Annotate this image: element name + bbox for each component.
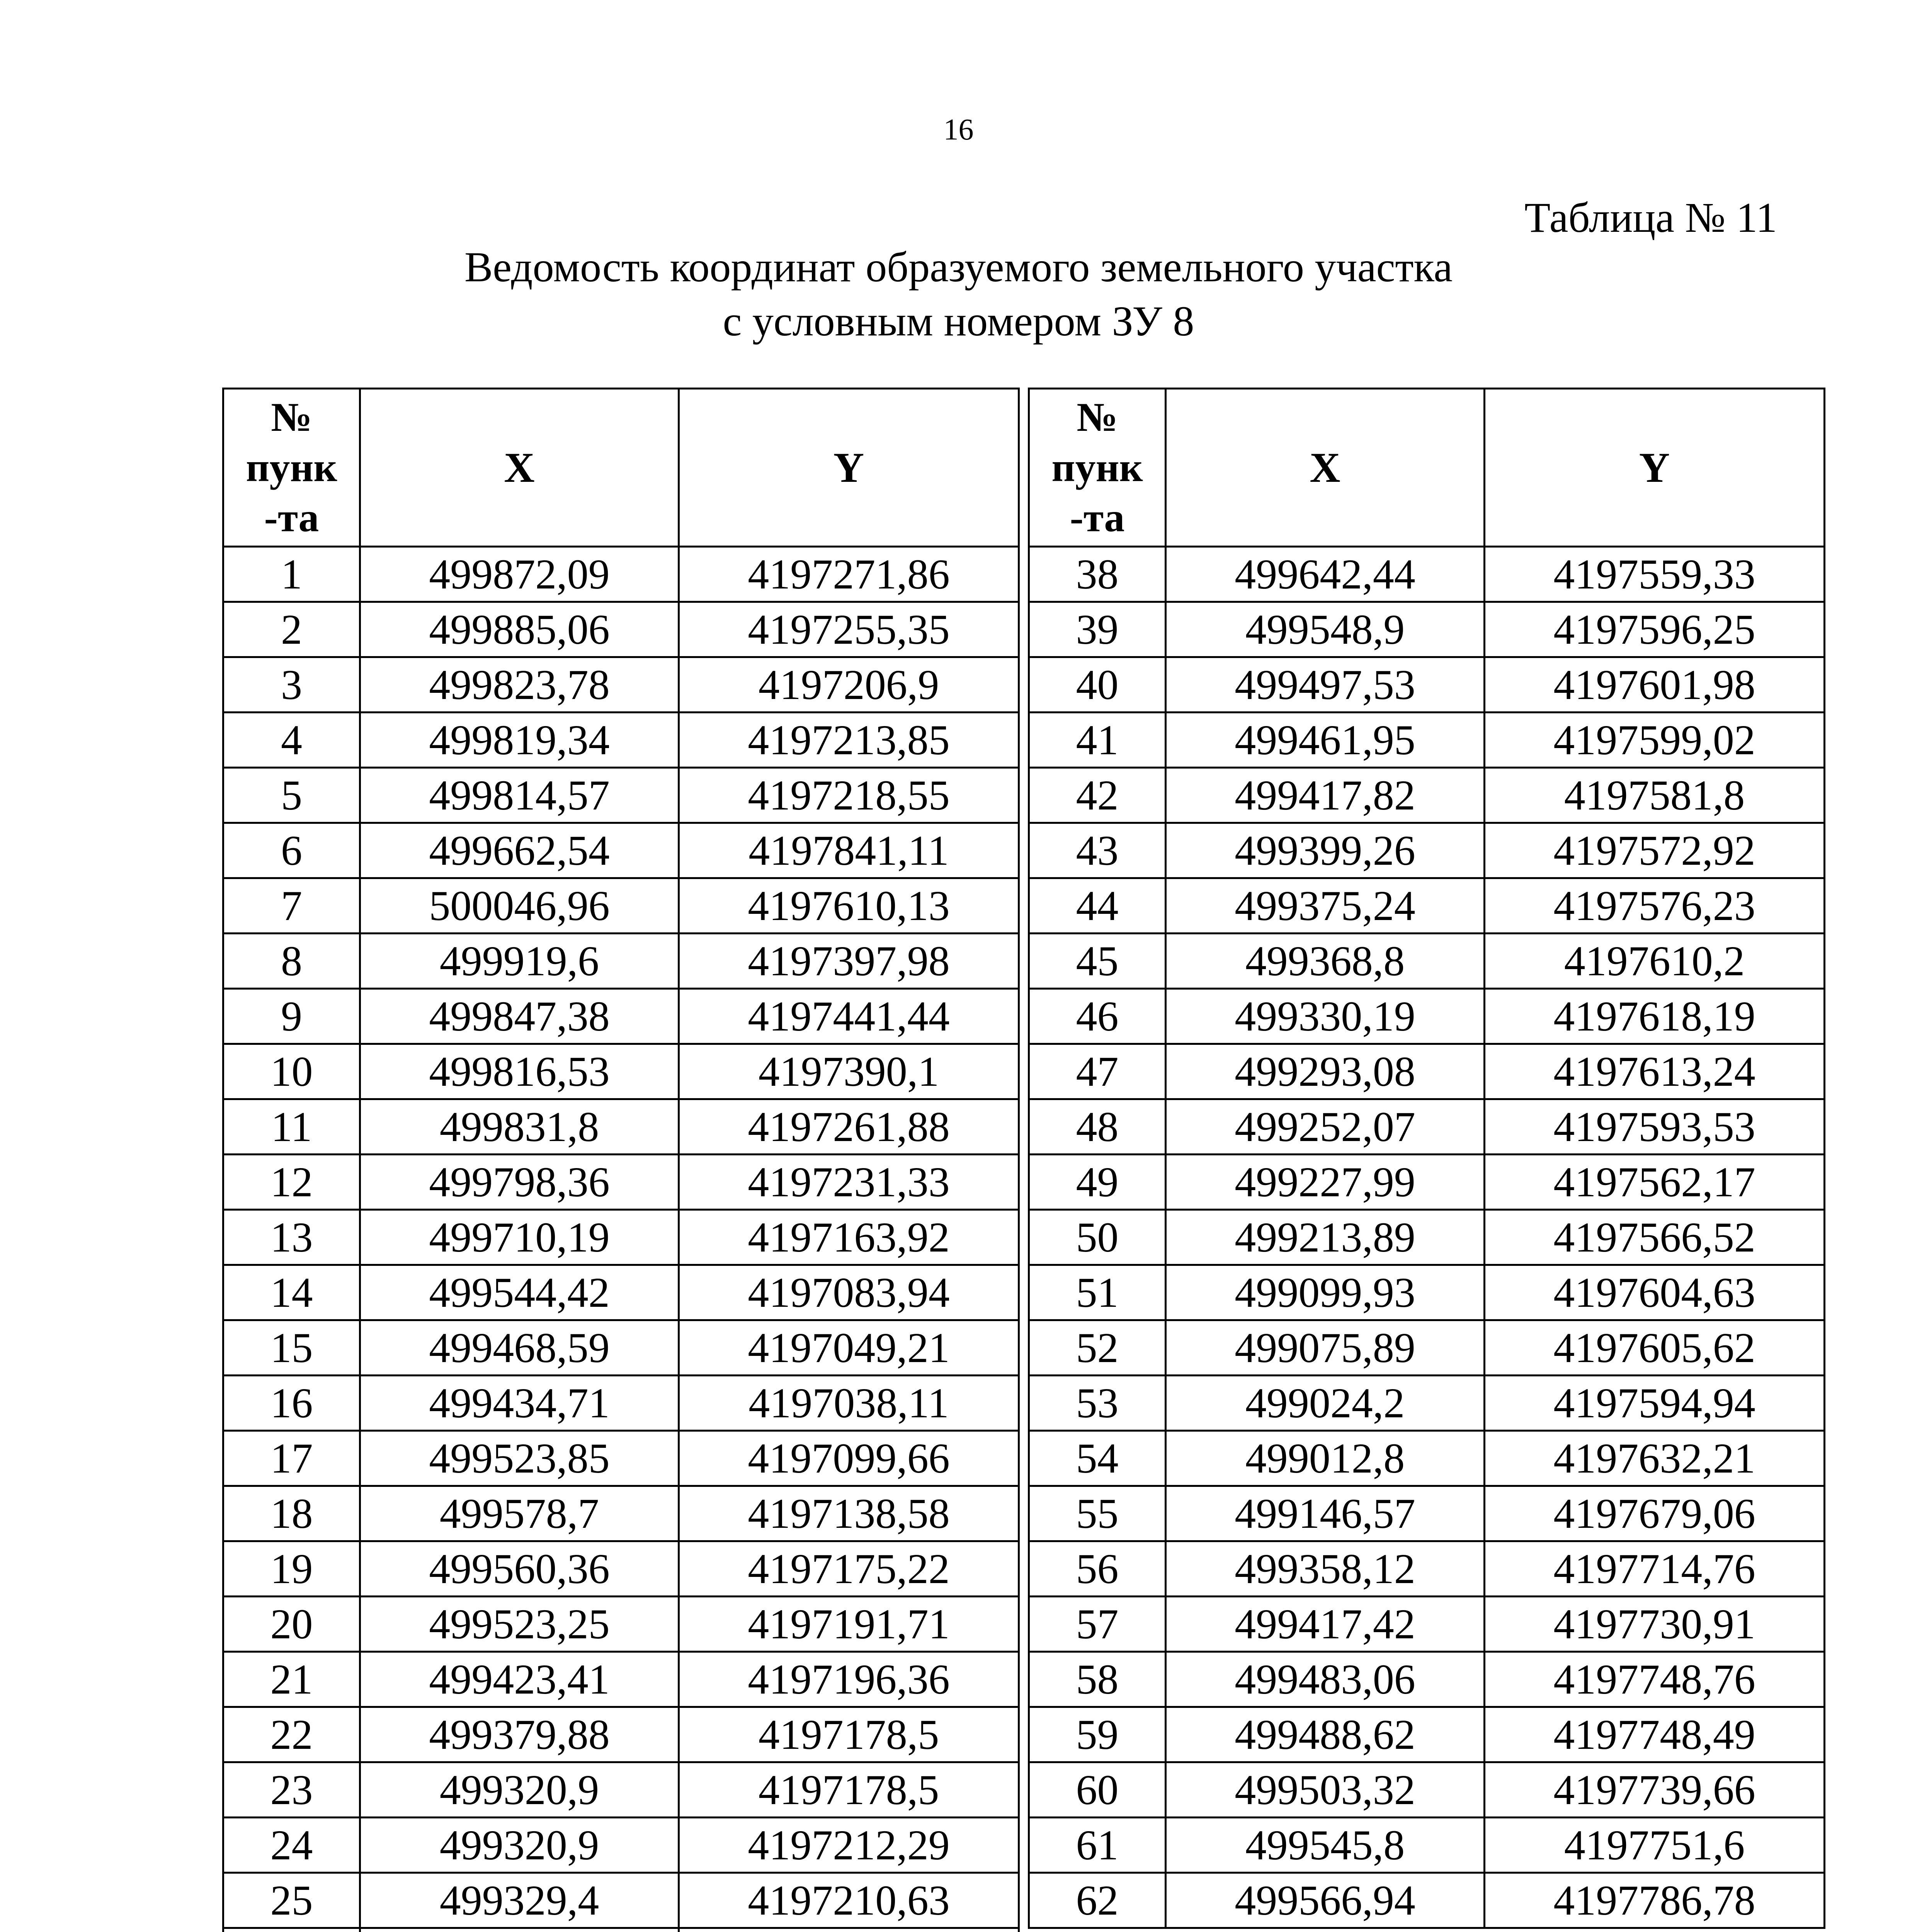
x-coordinate-cell: 499642,44 [1166,547,1485,602]
x-coordinate-cell: 499227,99 [1166,1155,1485,1210]
y-coordinate-cell: 4197038,11 [679,1376,1019,1431]
y-coordinate-cell: 4197397,98 [679,934,1019,989]
x-coordinate-cell: 499461,95 [1166,713,1485,768]
table-caption: Таблица № 11 [1524,194,1777,241]
x-column-header: X [1166,389,1485,547]
point-number-cell: 46 [1029,989,1166,1044]
point-number-cell: 18 [223,1486,360,1541]
point-number-cell: 9 [223,989,360,1044]
point-number-cell: 43 [1029,823,1166,878]
y-coordinate-cell: 4197739,66 [1485,1762,1825,1818]
table-row [223,1486,1019,1541]
table-row [1029,1707,1825,1762]
table-row [223,1762,1019,1818]
document-title-line-2: с условным номером ЗУ 8 [723,298,1194,345]
table-row [223,602,1019,657]
y-coordinate-cell: 4197841,11 [679,823,1019,878]
point-number-cell: 19 [223,1541,360,1597]
point-number-cell: 24 [223,1818,360,1873]
point-number-cell: 21 [223,1652,360,1707]
x-coordinate-cell: 499330,19 [1166,989,1485,1044]
table-row [1029,1873,1825,1928]
point-number-cell: 7 [223,878,360,934]
table-row [223,1320,1019,1376]
table-row [1029,547,1825,602]
table-row [223,878,1019,934]
table-row [223,1597,1019,1652]
table-row [223,1928,1019,1932]
point-number-cell: 39 [1029,602,1166,657]
table-row [1029,1541,1825,1597]
table-row [1029,1597,1825,1652]
x-column-header: X [360,389,679,547]
y-coordinate-cell: 4197786,78 [1485,1873,1825,1928]
point-number-cell: 3 [223,657,360,713]
y-coordinate-cell: 4197610,13 [679,878,1019,934]
x-coordinate-cell: 499872,09 [360,547,679,602]
y-coordinate-cell: 4197196,36 [679,1652,1019,1707]
point-number-cell: 41 [1029,713,1166,768]
table-row [223,1265,1019,1320]
x-coordinate-cell: 499320,9 [360,1818,679,1873]
point-number-cell: 6 [223,823,360,878]
x-coordinate-cell: 499710,19 [360,1210,679,1265]
point-number-cell: 61 [1029,1818,1166,1873]
y-coordinate-cell: 4197231,33 [679,1155,1019,1210]
y-coordinate-cell: 4197566,52 [1485,1210,1825,1265]
x-coordinate-cell: 499798,36 [360,1155,679,1210]
y-coordinate-cell: 4197581,8 [1485,768,1825,823]
table-row [223,989,1019,1044]
table-row [223,547,1019,602]
point-number-header [223,389,360,547]
point-number-header-line-2: пунк [1051,445,1143,490]
x-coordinate-cell: 499523,85 [360,1431,679,1486]
point-number-cell: 54 [1029,1431,1166,1486]
table-row [223,1376,1019,1431]
table-row [223,823,1019,878]
coordinates-table-right [1028,388,1825,1929]
table-row [1029,768,1825,823]
y-coordinate-cell: 4197613,24 [1485,1044,1825,1099]
table-row [223,1818,1019,1873]
y-coordinate-cell: 4197618,19 [1485,989,1825,1044]
y-column-header: Y [679,389,1019,547]
table-row [1029,1265,1825,1320]
x-coordinate-cell: 499417,82 [1166,768,1485,823]
point-number-cell: 58 [1029,1652,1166,1707]
point-number-cell: 51 [1029,1265,1166,1320]
y-coordinate-cell: 4197099,66 [679,1431,1019,1486]
y-coordinate-cell: 4197596,25 [1485,602,1825,657]
table-row [1029,1818,1825,1873]
y-coordinate-cell: 4197714,76 [1485,1541,1825,1597]
table-row [1029,1431,1825,1486]
y-coordinate-cell: 4197083,94 [679,1265,1019,1320]
table-row [1029,1376,1825,1431]
point-number-cell: 57 [1029,1597,1166,1652]
y-coordinate-cell: 4197213,85 [679,713,1019,768]
table-row [1029,1210,1825,1265]
table-row [223,1044,1019,1099]
y-coordinate-cell: 4197576,23 [1485,878,1825,934]
x-coordinate-cell: 499483,06 [1166,1652,1485,1707]
point-number-cell: 16 [223,1376,360,1431]
x-coordinate-cell: 499823,78 [360,657,679,713]
point-number-header-line-3: -та [1070,495,1125,540]
table-row [1029,1486,1825,1541]
point-number-header [1029,389,1166,547]
page-number: 16 [943,112,974,146]
table-row [223,1873,1019,1928]
x-coordinate-cell: 499375,24 [1166,878,1485,934]
point-number-cell: 60 [1029,1762,1166,1818]
y-coordinate-cell: 4197261,88 [679,1099,1019,1155]
x-coordinate-cell: 499819,34 [360,713,679,768]
y-coordinate-cell: 4197255,35 [679,602,1019,657]
table-row [223,1707,1019,1762]
table-body-right [1029,547,1825,1928]
x-coordinate-cell: 499831,8 [360,1099,679,1155]
table-row [1029,713,1825,768]
table-row [1029,823,1825,878]
x-coordinate-cell: 499399,26 [1166,823,1485,878]
table-row [1029,878,1825,934]
x-coordinate-cell: 499379,88 [360,1707,679,1762]
table-row [1029,989,1825,1044]
point-number-cell: 14 [223,1265,360,1320]
y-coordinate-cell: 4197049,21 [679,1320,1019,1376]
y-coordinate-cell: 4197730,91 [1485,1597,1825,1652]
x-coordinate-cell: 499252,07 [1166,1099,1485,1155]
y-column-header: Y [1485,389,1825,547]
x-coordinate-cell: 499368,8 [1166,934,1485,989]
point-number-cell: 5 [223,768,360,823]
y-coordinate-cell: 4197748,76 [1485,1652,1825,1707]
x-coordinate-cell: 499544,42 [360,1265,679,1320]
x-coordinate-cell: 499099,93 [1166,1265,1485,1320]
x-coordinate-cell: 499885,06 [360,602,679,657]
point-number-cell: 25 [223,1873,360,1928]
table-row [223,657,1019,713]
y-coordinate-cell: 4197599,02 [1485,713,1825,768]
point-number-cell: 22 [223,1707,360,1762]
y-coordinate-cell: 4197390,1 [679,1044,1019,1099]
point-number-cell: 53 [1029,1376,1166,1431]
y-coordinate-cell: 4197191,71 [679,1597,1019,1652]
x-coordinate-cell: 499814,57 [360,768,679,823]
table-row [1029,1652,1825,1707]
point-number-header-line-1: № [1077,395,1118,440]
point-number-cell: 48 [1029,1099,1166,1155]
y-coordinate-cell: 4197604,63 [1485,1265,1825,1320]
table-header-row [223,389,1019,547]
x-coordinate-cell: 499523,25 [360,1597,679,1652]
table-body-left [223,547,1019,1932]
y-coordinate-cell: 4197138,58 [679,1486,1019,1541]
x-coordinate-cell: 499423,41 [360,1652,679,1707]
x-coordinate-cell: 499578,7 [360,1486,679,1541]
x-coordinate-cell: 499488,62 [1166,1707,1485,1762]
y-coordinate-cell: 4197212,29 [679,1818,1019,1873]
x-coordinate-cell: 499548,9 [1166,602,1485,657]
point-number-cell: 49 [1029,1155,1166,1210]
x-coordinate-cell: 499417,42 [1166,1597,1485,1652]
y-coordinate-cell: 4197572,92 [1485,823,1825,878]
point-number-cell: 8 [223,934,360,989]
point-number-cell: 42 [1029,768,1166,823]
point-number-cell: 12 [223,1155,360,1210]
point-number-cell: 56 [1029,1541,1166,1597]
y-coordinate-cell: 4197178,5 [679,1762,1019,1818]
point-number-cell: 2 [223,602,360,657]
point-number-cell: 1 [223,547,360,602]
point-number-cell: 40 [1029,657,1166,713]
point-number-cell: 45 [1029,934,1166,989]
table-row [1029,602,1825,657]
y-coordinate-cell [679,1928,1019,1932]
table-row [1029,1044,1825,1099]
x-coordinate-cell: 499497,53 [1166,657,1485,713]
x-coordinate-cell [360,1928,679,1932]
table-row [223,1652,1019,1707]
x-coordinate-cell: 499329,4 [360,1873,679,1928]
coordinates-table-left [222,388,1020,1932]
point-number-cell: 59 [1029,1707,1166,1762]
x-coordinate-cell: 499358,12 [1166,1541,1485,1597]
point-number-header-line-1: № [271,395,312,440]
y-coordinate-cell: 4197593,53 [1485,1099,1825,1155]
table-row [1029,657,1825,713]
y-coordinate-cell: 4197605,62 [1485,1320,1825,1376]
table-row [1029,1762,1825,1818]
y-coordinate-cell: 4197632,21 [1485,1431,1825,1486]
y-coordinate-cell: 4197610,2 [1485,934,1825,989]
point-number-cell: 11 [223,1099,360,1155]
y-coordinate-cell: 4197559,33 [1485,547,1825,602]
x-coordinate-cell: 499503,32 [1166,1762,1485,1818]
y-coordinate-cell: 4197218,55 [679,768,1019,823]
y-coordinate-cell: 4197271,86 [679,547,1019,602]
table-row [1029,934,1825,989]
x-coordinate-cell: 499560,36 [360,1541,679,1597]
y-coordinate-cell: 4197175,22 [679,1541,1019,1597]
point-number-header-line-2: пунк [246,445,337,490]
point-number-header-line-3: -та [264,495,319,540]
point-number-cell: 44 [1029,878,1166,934]
point-number-cell: 17 [223,1431,360,1486]
table-row [223,768,1019,823]
x-coordinate-cell: 499816,53 [360,1044,679,1099]
x-coordinate-cell: 499468,59 [360,1320,679,1376]
point-number-cell [223,1928,360,1932]
x-coordinate-cell: 499075,89 [1166,1320,1485,1376]
table-row [1029,1099,1825,1155]
y-coordinate-cell: 4197441,44 [679,989,1019,1044]
table-row [1029,1155,1825,1210]
x-coordinate-cell: 499146,57 [1166,1486,1485,1541]
point-number-cell: 20 [223,1597,360,1652]
x-coordinate-cell: 499566,94 [1166,1873,1485,1928]
y-coordinate-cell: 4197178,5 [679,1707,1019,1762]
y-coordinate-cell: 4197210,63 [679,1873,1019,1928]
point-number-cell: 52 [1029,1320,1166,1376]
y-coordinate-cell: 4197594,94 [1485,1376,1825,1431]
table-row [1029,1320,1825,1376]
y-coordinate-cell: 4197751,6 [1485,1818,1825,1873]
table-row [223,1155,1019,1210]
y-coordinate-cell: 4197163,92 [679,1210,1019,1265]
x-coordinate-cell: 499847,38 [360,989,679,1044]
x-coordinate-cell: 499320,9 [360,1762,679,1818]
table-row [223,1541,1019,1597]
y-coordinate-cell: 4197748,49 [1485,1707,1825,1762]
y-coordinate-cell: 4197601,98 [1485,657,1825,713]
point-number-cell: 62 [1029,1873,1166,1928]
point-number-cell: 47 [1029,1044,1166,1099]
point-number-cell: 38 [1029,547,1166,602]
y-coordinate-cell: 4197206,9 [679,657,1019,713]
x-coordinate-cell: 499293,08 [1166,1044,1485,1099]
point-number-cell: 50 [1029,1210,1166,1265]
x-coordinate-cell: 499012,8 [1166,1431,1485,1486]
table-row [223,1210,1019,1265]
point-number-cell: 13 [223,1210,360,1265]
x-coordinate-cell: 499662,54 [360,823,679,878]
table-header-row [1029,389,1825,547]
x-coordinate-cell: 499919,6 [360,934,679,989]
document-title-line-1: Ведомость координат образуемого земельного участка [464,243,1453,291]
point-number-cell: 55 [1029,1486,1166,1541]
x-coordinate-cell: 499545,8 [1166,1818,1485,1873]
y-coordinate-cell: 4197562,17 [1485,1155,1825,1210]
point-number-cell: 23 [223,1762,360,1818]
table-row [223,1099,1019,1155]
table-row [223,1431,1019,1486]
point-number-cell: 4 [223,713,360,768]
x-coordinate-cell: 499024,2 [1166,1376,1485,1431]
table-row [223,713,1019,768]
x-coordinate-cell: 499213,89 [1166,1210,1485,1265]
point-number-cell: 15 [223,1320,360,1376]
y-coordinate-cell: 4197679,06 [1485,1486,1825,1541]
x-coordinate-cell: 500046,96 [360,878,679,934]
table-row [223,934,1019,989]
x-coordinate-cell: 499434,71 [360,1376,679,1431]
point-number-cell: 10 [223,1044,360,1099]
